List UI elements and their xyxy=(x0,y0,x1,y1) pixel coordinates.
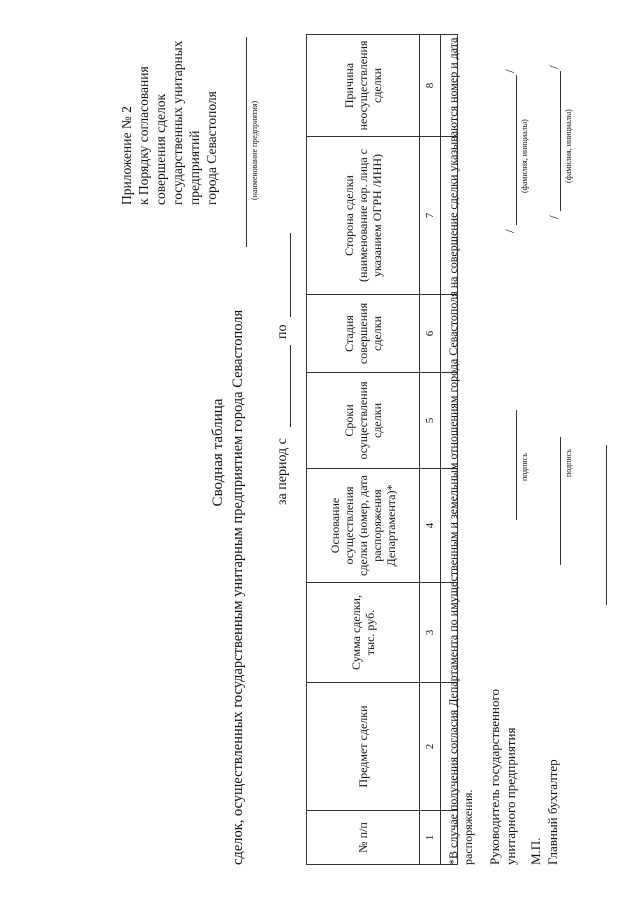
annex-line: предприятий xyxy=(187,130,202,205)
header-cell: Основание осуществления сделки (номер, дата распоряжения Департамента)* xyxy=(307,469,420,583)
column-number: 6 xyxy=(420,295,441,373)
header-cell: Сроки осуществления сделки xyxy=(307,373,420,469)
document-subtitle: сделок, осуществленных государственным унитарным предприятием города Севастополя xyxy=(230,309,246,865)
period-to-line xyxy=(290,233,291,317)
accountant-title: Главный бухгалтер xyxy=(545,759,560,865)
header-cell: Причина неосуществления сделки xyxy=(307,35,420,137)
head-name-caption: (фамилия, инициалы) xyxy=(520,119,529,193)
period-from-label: за период с xyxy=(275,438,290,505)
document-title: Сводная таблица xyxy=(210,398,226,507)
head-title-line1: Руководитель государственного xyxy=(487,689,502,865)
header-cell: Предмет сделки xyxy=(307,683,420,811)
annex-line: к Порядку согласования xyxy=(136,66,151,205)
column-number: 7 xyxy=(420,137,441,295)
blank-line xyxy=(606,445,607,605)
enterprise-caption: (наименование предприятия) xyxy=(250,100,259,200)
head-name-line xyxy=(516,75,517,225)
column-number: 4 xyxy=(420,469,441,583)
header-cell: Стадия совершения сделки xyxy=(307,295,420,373)
slash: / xyxy=(546,215,561,219)
stamp-label: М.П. xyxy=(528,837,543,865)
column-number: 2 xyxy=(420,683,441,811)
header-cell: Сумма сделки, тыс. руб. xyxy=(307,583,420,683)
annex-line: города Севастополя xyxy=(204,91,219,205)
footnote: *В случае получения согласия Департамента по имущественным и земельным отношениям города Севастополя на совершение сделки указываются номер и дата распоряжения. xyxy=(446,37,475,865)
column-number: 3 xyxy=(420,583,441,683)
slash: / xyxy=(502,69,517,73)
annex-header xyxy=(118,5,220,205)
table-header-row xyxy=(307,35,420,865)
period-from-line xyxy=(290,345,291,427)
slash: / xyxy=(546,65,561,69)
accountant-signature-line xyxy=(560,437,561,565)
enterprise-name-line xyxy=(246,37,247,247)
head-title-line2: унитарного предприятия xyxy=(503,727,518,865)
annex-line: совершения сделок xyxy=(153,93,168,205)
header-cell: Сторона сделки (наименование юр. лица с указанием ОГРН /ИНН) xyxy=(307,137,420,295)
column-number: 8 xyxy=(420,35,441,137)
slash: / xyxy=(502,229,517,233)
column-number: 5 xyxy=(420,373,441,469)
header-cell: № п/п xyxy=(307,811,420,865)
accountant-name-caption: (фамилия, инициалы) xyxy=(564,109,573,183)
annex-line: государственных унитарных xyxy=(170,40,185,205)
annex-line: Приложение № 2 xyxy=(119,106,134,205)
accountant-name-line xyxy=(560,71,561,211)
column-number: 1 xyxy=(420,811,441,865)
head-signature-caption: подпись xyxy=(520,453,529,481)
deals-table xyxy=(306,34,458,865)
accountant-signature-caption: подпись xyxy=(564,449,573,477)
period-to-label: по xyxy=(275,324,290,339)
table-number-row xyxy=(420,35,441,865)
head-signature-line xyxy=(516,410,517,520)
